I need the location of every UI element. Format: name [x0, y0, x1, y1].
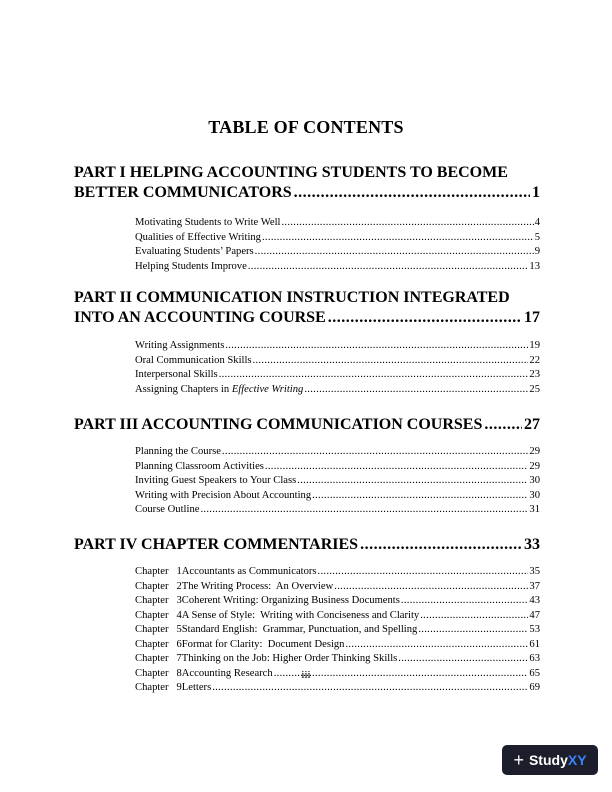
entry-title: Format for Clarity: Document Design — [181, 638, 345, 650]
part-heading-3[interactable] — [74, 415, 540, 435]
entry-title: Course Outline — [135, 504, 200, 515]
part-title-line: PART III ACCOUNTING COMMUNICATION COURSES — [74, 416, 483, 433]
entry-title: Coherent Writing: Organizing Business Documents — [181, 595, 400, 606]
entry-page-number: 22 — [529, 354, 540, 366]
dot-leader — [318, 565, 529, 580]
entry-page-number: 31 — [529, 504, 540, 515]
dot-leader — [420, 609, 528, 624]
dot-leader — [222, 445, 528, 460]
entry-page-number: 61 — [529, 638, 540, 650]
dot-leader — [248, 260, 529, 275]
dot-leader — [265, 460, 529, 475]
entry-page-number: 37 — [529, 580, 540, 592]
entry-page-number: 69 — [529, 682, 540, 693]
dot-leader — [297, 474, 528, 489]
entry-title: Thinking on the Job: Higher Order Thinking Skills — [181, 653, 398, 664]
dot-leader — [219, 368, 529, 383]
toc-entry[interactable] — [135, 652, 540, 667]
chapter-number: Chapter 1 — [135, 566, 182, 577]
entry-page-number: 29 — [529, 446, 540, 457]
chapter-number: Chapter 4 — [135, 609, 182, 621]
chapter-number: Chapter 7 — [135, 653, 182, 664]
entry-title: Writing with Precision About Accounting — [135, 489, 312, 501]
toc-entry[interactable] — [135, 368, 540, 383]
dot-leader — [484, 415, 522, 435]
toc-entry[interactable] — [135, 594, 540, 609]
dot-leader — [312, 489, 528, 504]
part-2-entries — [135, 339, 540, 397]
toc-entry[interactable] — [135, 681, 540, 696]
part-title-line: PART II COMMUNICATION INSTRUCTION INTEGRATED — [74, 289, 510, 306]
entry-title: Accountants as Communicators — [181, 566, 317, 577]
toc-entry[interactable] — [135, 216, 540, 231]
toc-entry[interactable] — [135, 609, 540, 624]
part-page-number: 33 — [524, 536, 540, 553]
dot-leader — [200, 503, 528, 518]
entry-page-number: 65 — [529, 667, 540, 679]
toc-entry[interactable] — [135, 623, 540, 638]
entry-page-number: 19 — [529, 340, 540, 351]
toc-entry[interactable] — [135, 245, 540, 260]
entry-page-number: 30 — [529, 489, 540, 501]
entry-title: The Writing Process: An Overview — [181, 580, 334, 592]
part-title-line: BETTER COMMUNICATORS — [74, 184, 292, 201]
entry-page-number: 23 — [529, 369, 540, 380]
entry-page-number: 25 — [529, 383, 540, 395]
dot-leader — [334, 580, 528, 595]
dot-leader — [418, 623, 528, 638]
part-title-line: PART I HELPING ACCOUNTING STUDENTS TO BECOME — [74, 164, 508, 181]
page-title: TABLE OF CONTENTS — [208, 117, 404, 137]
chapter-number: Chapter 8 — [135, 667, 182, 679]
entry-title: Standard English: Grammar, Punctuation, and Spelling — [181, 624, 418, 635]
chapter-number: Chapter 3 — [135, 595, 182, 606]
entry-page-number: 30 — [529, 475, 540, 486]
dot-leader — [360, 535, 522, 555]
part-3-entries — [135, 445, 540, 518]
chapter-number: Chapter 5 — [135, 624, 182, 635]
entry-title: A Sense of Style: Writing with Conciseness and Clarity — [181, 609, 420, 621]
entry-page-number: 4 — [534, 217, 540, 228]
entry-title: Helping Students Improve — [135, 260, 247, 272]
entry-title: Motivating Students to Write Well — [135, 217, 281, 228]
entry-title: Interpersonal Skills — [135, 369, 218, 380]
page-number-footer: iii — [301, 669, 311, 681]
part-page-number: 27 — [524, 416, 540, 433]
part-title-line: PART IV CHAPTER COMMENTARIES — [74, 536, 359, 553]
entry-title-plain: Assigning Chapters in — [135, 383, 232, 395]
dot-leader — [398, 652, 528, 667]
entry-page-number: 47 — [529, 609, 540, 621]
entry-title: Writing Assignments — [135, 340, 225, 351]
part-1-entries — [135, 216, 540, 274]
watermark-label — [529, 752, 587, 768]
chapter-number: Chapter 9 — [135, 682, 182, 693]
dot-leader — [345, 638, 528, 653]
toc-entry[interactable] — [135, 460, 540, 475]
entry-title: Inviting Guest Speakers to Your Class — [135, 475, 297, 486]
dot-leader — [294, 183, 530, 203]
entry-page-number: 53 — [529, 624, 540, 635]
part-page-number: 17 — [524, 309, 540, 326]
entry-page-number: 9 — [534, 246, 540, 257]
chapter-number: Chapter 2 — [135, 580, 182, 592]
toc-entry[interactable] — [135, 445, 540, 460]
entry-page-number: 13 — [529, 260, 540, 272]
toc-entry[interactable] — [135, 339, 540, 354]
entry-title — [135, 383, 303, 398]
toc-entry[interactable] — [135, 638, 540, 653]
studyxy-watermark[interactable] — [502, 745, 598, 775]
toc-entry[interactable] — [135, 580, 540, 595]
watermark-suffix: XY — [567, 752, 587, 768]
toc-entry[interactable] — [135, 565, 540, 580]
part-heading-4[interactable] — [74, 535, 540, 555]
dot-leader — [225, 339, 528, 354]
dot-leader — [253, 354, 529, 369]
toc-entry[interactable] — [135, 354, 540, 369]
dot-leader — [262, 231, 534, 246]
entry-page-number: 29 — [529, 460, 540, 472]
dot-leader — [212, 681, 528, 696]
plus-icon: + — [513, 750, 524, 770]
toc-entry[interactable] — [135, 474, 540, 489]
toc-entry[interactable] — [135, 231, 540, 246]
part-heading-2[interactable] — [74, 288, 540, 328]
entry-page-number: 63 — [529, 653, 540, 664]
dot-leader — [255, 245, 534, 260]
part-heading-1[interactable] — [74, 163, 540, 203]
entry-page-number: 43 — [529, 595, 540, 606]
entry-title: Evaluating Students’ Papers — [135, 246, 254, 257]
chapter-number: Chapter 6 — [135, 638, 182, 650]
toc-entry[interactable] — [135, 260, 540, 275]
dot-leader — [304, 383, 528, 398]
toc-entry[interactable] — [135, 383, 540, 398]
entry-page-number: 35 — [529, 566, 540, 577]
entry-title: Planning the Course — [135, 446, 221, 457]
entry-title: Planning Classroom Activities — [135, 460, 264, 472]
entry-title: Qualities of Effective Writing — [135, 231, 261, 243]
dot-leader — [401, 594, 529, 609]
watermark-prefix: Study — [528, 752, 568, 768]
entry-title: Oral Communication Skills — [135, 354, 252, 366]
part-title-line: INTO AN ACCOUNTING COURSE — [74, 309, 326, 326]
dot-leader — [328, 308, 522, 328]
toc-entry[interactable] — [135, 503, 540, 518]
entry-page-number: 5 — [534, 231, 540, 243]
part-page-number: 1 — [532, 184, 540, 201]
entry-title: Letters — [181, 682, 212, 693]
toc-entry[interactable] — [135, 489, 540, 504]
entry-title: Accounting Research — [181, 667, 273, 679]
dot-leader — [281, 216, 533, 231]
entry-title-italic: Effective Writing — [231, 383, 304, 395]
